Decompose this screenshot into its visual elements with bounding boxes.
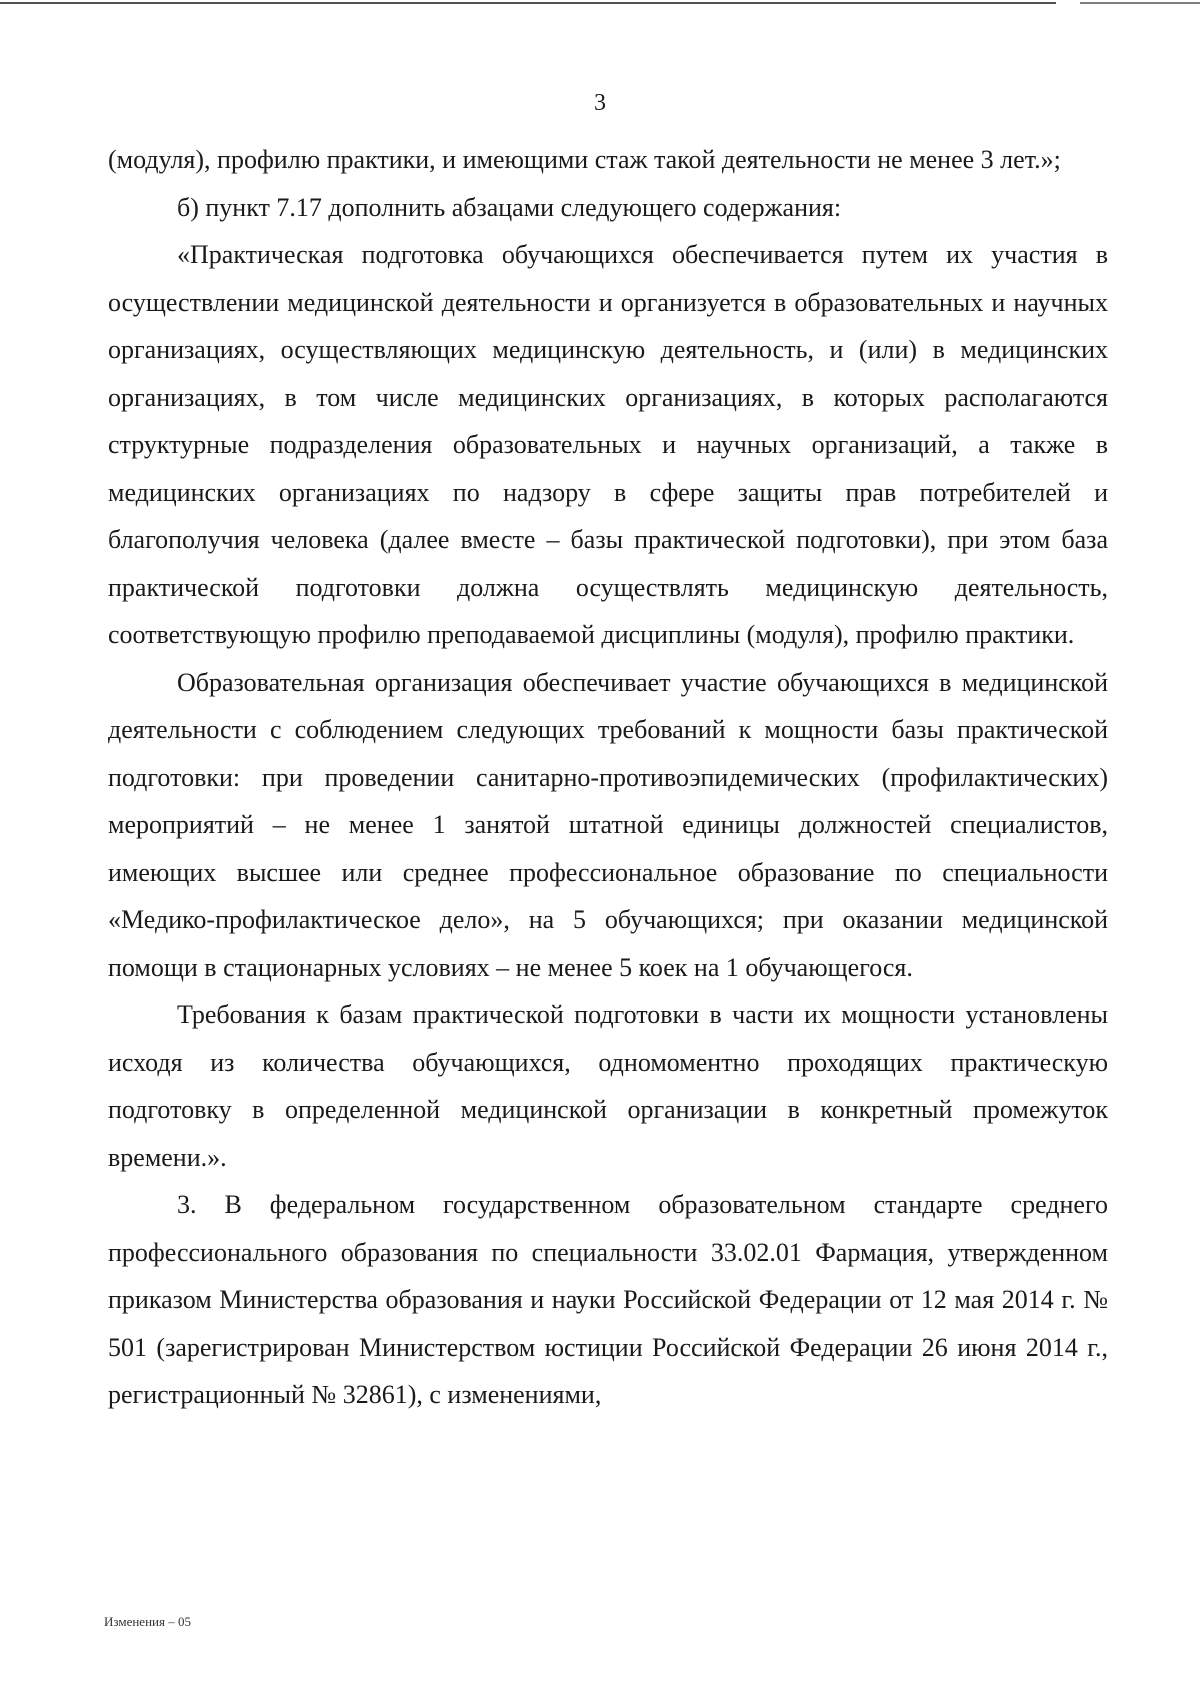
footer-revision-note: Изменения – 05 — [104, 1614, 191, 1629]
paragraph-continuation: (модуля), профилю практики, и имеющими стаж такой деятельности не менее 3 лет.»; — [108, 145, 1061, 174]
paragraph-practical-training: «Практическая подготовка обучающихся обеспечивается путем их участия в осуществлении медицинской деятельности и организуется в образовательных и научных организациях, осуществляющих медицинскую деятельность, и (или) в медицинских организациях, в том числе медицинских организациях, в которых располагаются структурные подразделения образовательных и научных организаций, а также в медицинских организациях по надзору в сфере защиты прав потребителей и благополучия человека (далее вместе – базы практической подготовки), при этом база практической подготовки должна осуществлять медицинскую деятельность, соответствующую профилю преподаваемой дисциплины (модуля), профилю практики. — [108, 240, 1108, 649]
paragraph-item-3: 3. В федеральном государственном образовательном стандарте среднего профессионального образования по специальности 33.02.01 Фармация, утвержденном приказом Министерства образования и науки Российской Федерации от 12 мая 2014 г. № 501 (зарегистрирован Министерством юстиции Российской Федерации 26 июня 2014 г., регистрационный № 32861), с изменениями, — [108, 1190, 1108, 1409]
paragraph-base-requirements: Требования к базам практической подготовки в части их мощности установлены исходя из количества обучающихся, одномоментно проходящих практическую подготовку в определенной медицинской организации в конкретный промежуток времени.». — [108, 1000, 1108, 1172]
paragraph-capacity-requirements: Образовательная организация обеспечивает участие обучающихся в медицинской деятельности с соблюдением следующих требований к мощности базы практической подготовки: при проведении санитарно-противоэпидемических (профилактических) мероприятий – не менее 1 занятой штатной единицы должностей специалистов, имеющих высшее или среднее профессиональное образование по специальности «Медико-профилактическое дело», на 5 обучающихся; при оказании медицинской помощи в стационарных условиях – не менее 5 коек на 1 обучающегося. — [108, 667, 1108, 982]
document-body — [108, 136, 1108, 1419]
paragraph-item-b: б) пункт 7.17 дополнить абзацами следующего содержания: — [177, 192, 842, 222]
scan-edge-line — [0, 2, 1200, 4]
page-number: 3 — [594, 90, 606, 116]
